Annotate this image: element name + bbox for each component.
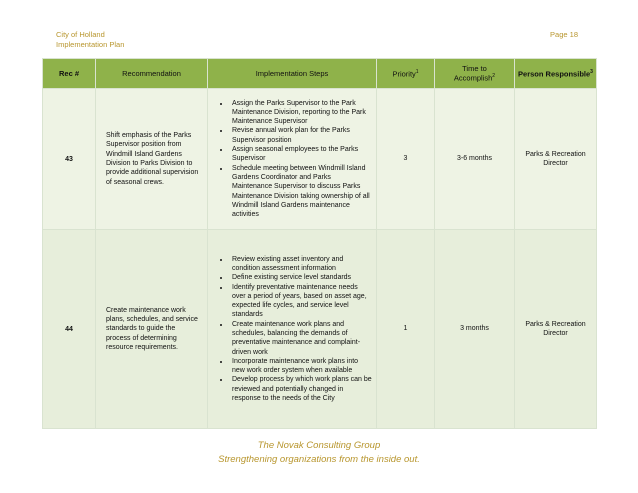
table-row — [43, 89, 597, 230]
implementation-table — [42, 58, 597, 429]
step-item: • Review existing asset inventory and condition assessment information — [230, 255, 372, 274]
priority-value: 3 — [377, 89, 435, 230]
step-item: • Develop process by which work plans can be reviewed and potentially changed in response to the needs of the City — [230, 375, 372, 403]
col-header-steps: Implementation Steps — [208, 59, 377, 89]
rec-number: 44 — [43, 230, 96, 429]
document-name: Implementation Plan — [56, 40, 125, 49]
step-item: • Revise annual work plan for the Parks Supervisor position — [230, 126, 372, 145]
recommendation-text: Shift emphasis of the Parks Supervisor position from Windmill Island Gardens Division to Parks Division to provide additional supervision of seasonal crews. — [96, 89, 208, 230]
footer-tagline: Strengthening organizations from the inside out. — [218, 454, 420, 465]
col-header-recommendation: Recommendation — [96, 59, 208, 89]
step-item: • Define existing service level standards — [230, 273, 372, 282]
implementation-steps — [208, 89, 377, 230]
person-responsible: Parks & Recreation Director — [515, 230, 597, 429]
footer-company: The Novak Consulting Group — [257, 440, 381, 451]
step-item: • Create maintenance work plans and schedules, balancing the demands of preventative maintenance and complaint-driven work — [230, 320, 372, 357]
step-item: • Assign the Parks Supervisor to the Park Maintenance Division, reporting to the Park Maintenance Supervisor — [230, 99, 372, 127]
priority-value: 1 — [377, 230, 435, 429]
time-value: 3-6 months — [435, 89, 515, 230]
step-item: • Schedule meeting between Windmill Island Gardens Coordinator and Parks Maintenance Supervisor to discuss Parks Maintenance Division taking ownership of all Windmill Island Gardens maintenance activities — [230, 164, 372, 220]
step-item: • Assign seasonal employees to the Parks Supervisor — [230, 145, 372, 164]
rec-number: 43 — [43, 89, 96, 230]
col-header-time: Time to Accomplish$^2$ — [435, 59, 515, 89]
col-header-person: Person Responsible$^3$ — [515, 59, 597, 89]
person-responsible: Parks & Recreation Director — [515, 89, 597, 230]
page-header-left — [56, 30, 124, 50]
table-row — [43, 230, 597, 429]
table-header-row — [43, 59, 597, 89]
time-value: 3 months — [435, 230, 515, 429]
recommendation-text: Create maintenance work plans, schedules, and service standards to guide the process of determining resource requirements. — [96, 230, 208, 429]
org-name: City of Holland — [56, 30, 105, 39]
step-item: • Incorporate maintenance work plans into new work order system when available — [230, 357, 372, 376]
step-item: • Identify preventative maintenance needs over a period of years, based on asset age, expected life cycles, and service level standards — [230, 283, 372, 320]
implementation-steps — [208, 230, 377, 429]
page-number: Page 18 — [550, 30, 578, 39]
col-header-rec: Rec # — [43, 59, 96, 89]
col-header-priority: Priority$^1$ — [377, 59, 435, 89]
